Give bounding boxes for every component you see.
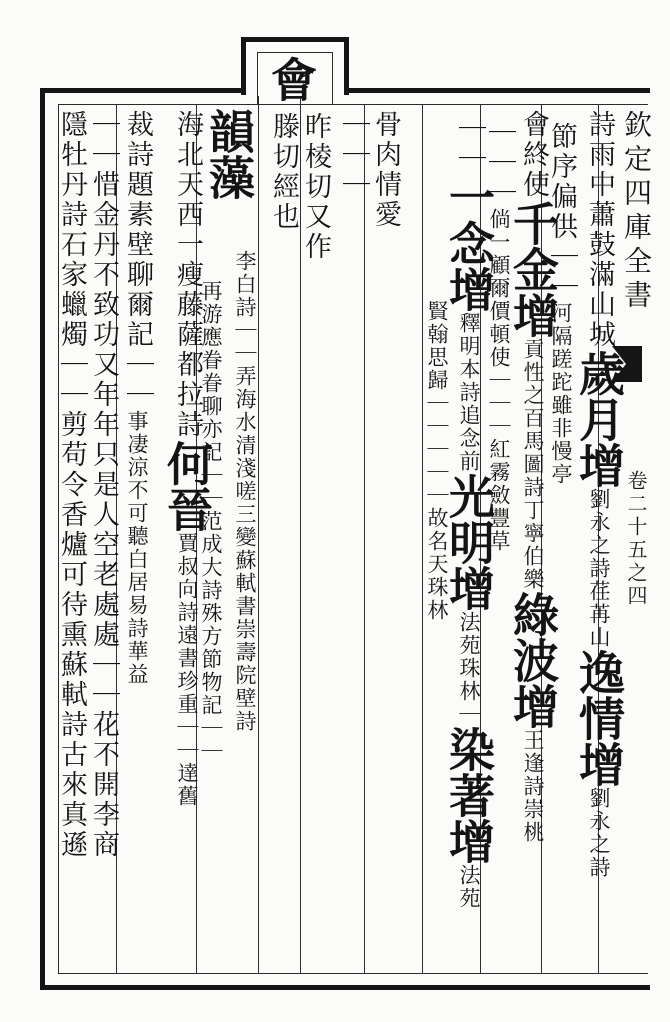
annotation-text: 賢翰思歸｜｜｜｜｜ <box>425 300 449 507</box>
body-text: 詩雨中蕭鼓滿山城 <box>584 110 615 350</box>
text-column <box>270 112 297 232</box>
column-rule <box>422 104 423 974</box>
text-column <box>202 108 256 200</box>
text-column <box>572 110 626 879</box>
text-column <box>506 110 560 844</box>
body-text: 裁詩題素壁聊爾記｜｜ <box>122 110 153 410</box>
annotation-text: 故名天 <box>425 507 449 576</box>
annotation-text: 雖非慢亭 <box>549 394 573 486</box>
text-column <box>58 110 85 860</box>
body-text: 會終使 <box>518 110 549 200</box>
text-column <box>234 250 255 733</box>
text-column <box>372 110 399 230</box>
body-text: 昨棱切又作 <box>300 112 331 262</box>
entry-headword: 韻藻 <box>202 108 256 200</box>
body-text: 隱牡丹詩石家蠟燭｜｜剪苟令香爐可待熏蘇軾詩古來真遜 <box>56 110 87 860</box>
body-text: ｜｜｜ <box>338 110 369 200</box>
entry-headword: 何晉 <box>160 440 214 532</box>
annotation-text: 法苑 <box>457 864 481 910</box>
text-column <box>426 300 447 622</box>
annotation-text: 再游應眷眷聊亦記｜｜范成大詩殊方節物記｜｜ <box>199 280 223 763</box>
annotation-text: 河隔蹉跎 <box>549 302 573 394</box>
annotation-text: 釋明本詩追念前 <box>457 312 481 473</box>
annotation-text: 王逢詩崇桃 <box>521 729 545 844</box>
headword: 會 <box>264 56 318 102</box>
annotation-text: 紅霧斂豐草 <box>487 438 511 553</box>
annotation-text: 倘一顧爾價頓使｜｜｜ <box>487 208 511 438</box>
body-text: ｜｜惜金丹不致功又年年只是人空老處處｜｜花不開李商 <box>88 110 119 860</box>
text-column <box>340 110 367 200</box>
entry-headword: 染著增 <box>442 726 496 864</box>
entry-headword: 歲月增 <box>572 350 626 488</box>
body-text: 骨肉情愛 <box>370 110 401 230</box>
column-rule <box>364 104 365 974</box>
annotation-text: 劉永之詩 <box>587 787 611 879</box>
text-column <box>90 110 117 860</box>
annotation-text: 賈叔向詩遠書珍重｜｜達舊 <box>175 532 199 808</box>
entry-headword: 綠波增 <box>506 591 560 729</box>
text-column <box>302 112 329 262</box>
volume-label: 卷二十五之四 <box>624 470 648 608</box>
body-text: ｜｜ <box>454 114 485 174</box>
body-text: 節序偏供｜｜ <box>546 122 577 302</box>
book-title: 欽定四庫全書 <box>620 110 653 314</box>
entry-headword: 光明增 <box>442 473 496 611</box>
body-text: ｜｜｜ <box>484 118 515 208</box>
column-rule <box>258 96 259 974</box>
entry-headword: 逸情增 <box>572 649 626 787</box>
annotation-text: 貢性之百馬圖詩丁寧伯樂 <box>521 338 545 591</box>
text-column <box>442 114 496 910</box>
annotation-text: 劉永之詩荏苒山 <box>587 488 611 649</box>
entry-headword: 一念增 <box>442 174 496 312</box>
text-column <box>124 110 151 686</box>
annotation-text: 法苑珠林｜ <box>457 611 481 726</box>
annotation-text: 李白詩｜｜弄海水清淺嗟三變蘇軾書崇壽院壁詩 <box>233 250 257 733</box>
entry-headword: 千金增 <box>506 200 560 338</box>
body-text: 海北天西一瘦藤薩都拉詩 <box>172 110 203 440</box>
annotation-text: 事凄涼不可聽白居易詩華益 <box>125 410 149 686</box>
body-text: 滕切經也 <box>268 112 299 232</box>
annotation-text: 珠林 <box>425 576 449 622</box>
